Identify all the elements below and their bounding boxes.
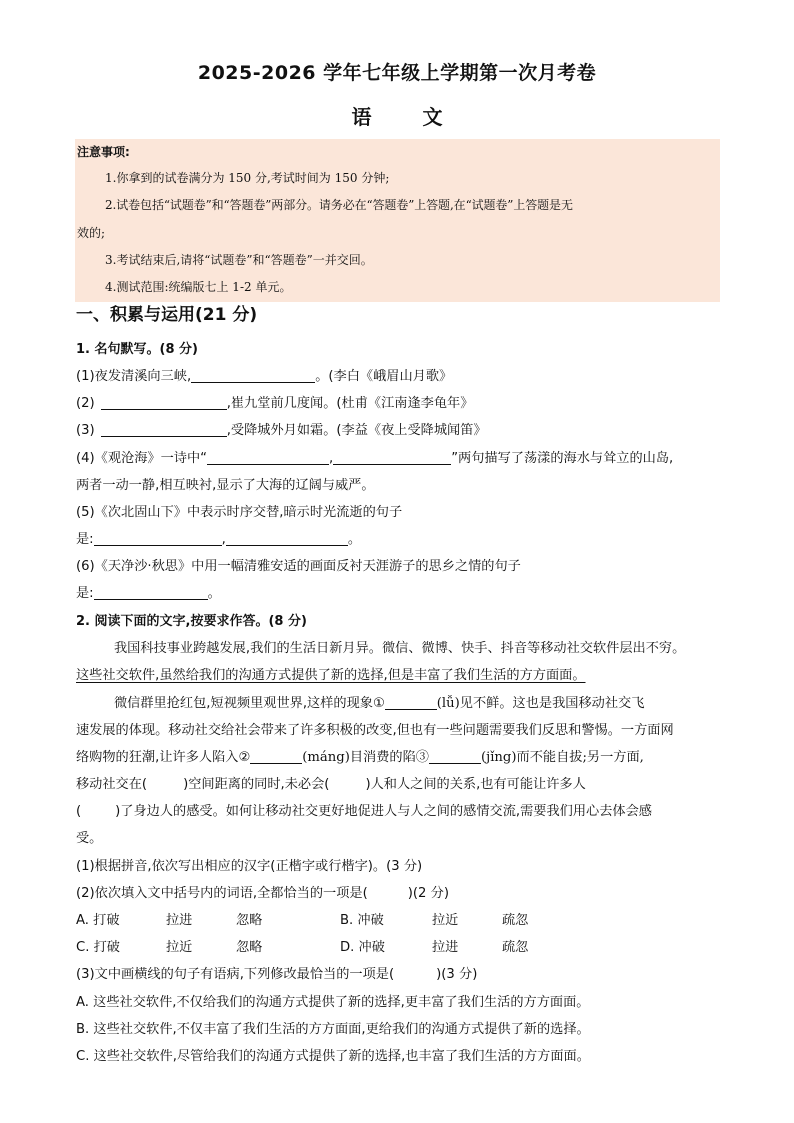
answer-option-b[interactable]: B. 这些社交软件,不仅丰富了我们生活的方方面面,更给我们的沟通方式提供了新的选择。 [76,1022,590,1037]
question-line: (1)夜发清溪向三峡, 。(李白《峨眉山月歌》 [76,369,453,384]
option-d-word: 拉进 [432,940,459,955]
section-heading: 一、积累与运用(21 分) [76,305,258,325]
question-title: 1. 名句默写。(8 分) [76,342,198,357]
subject-title: 语 文 [351,105,465,129]
passage-line: 速发展的体现。移动社交给社会带来了许多积极的改变,但也有一些问题需要我们反思和警惕。一方面网 [76,723,674,738]
passage-line: 受。 [76,831,103,846]
notice-item: 2.试卷包括“试题卷”和“答题卷”两部分。请务必在“答题卷”上答题,在“试题卷”上答题是无 [105,198,573,212]
answer-blank[interactable] [207,450,329,465]
question-line: (5)《次北固山下》中表示时序交替,暗示时光流逝的句子 [76,505,403,520]
answer-option-a[interactable]: A. 这些社交软件,不仅给我们的沟通方式提供了新的选择,更丰富了我们生活的方方面面。 [76,995,590,1010]
option-b-word: 拉近 [432,913,459,928]
question-line: (3) ,受降城外月如霜。(李益《夜上受降城闻笛》 [76,423,487,438]
option-d[interactable]: D. 冲破 [340,940,385,955]
passage-line: ( )了身边人的感受。如何让移动社交更好地促进人与人之间的感情交流,需要我们用心去体会感 [76,804,652,819]
passage-line: 微信群里抢红包,短视频里观世界,这样的现象① (lǚ)见不鲜。这也是我国移动社交飞 [114,696,645,711]
notice-heading: 注意事项: [77,145,130,159]
question-line: (6)《天净沙·秋思》中用一幅清雅安适的画面反衬天涯游子的思乡之情的句子 [76,559,521,574]
sub-question: (2)依次填入文中括号内的词语,全都恰当的一项是( )(2 分) [76,886,449,901]
answer-blank[interactable] [385,695,437,710]
notice-item: 效的; [77,226,106,240]
answer-blank[interactable] [191,368,315,383]
answer-option-c[interactable]: C. 这些社交软件,尽管给我们的沟通方式提供了新的选择,也丰富了我们生活的方方面面。 [76,1049,590,1064]
question-line: (2) ,崔九堂前几度闻。(杜甫《江南逢李龟年》 [76,396,474,411]
exam-title: 2025-2026 学年七年级上学期第一次月考卷 [197,62,597,84]
question-line: 是: 。 [76,586,221,601]
question-title: 2. 阅读下面的文字,按要求作答。(8 分) [76,614,307,629]
option-a[interactable]: A. 打破 [76,913,120,928]
notice-box [75,139,720,302]
sub-question: (3)文中画横线的句子有语病,下列修改最恰当的一项是( )(3 分) [76,967,478,982]
passage-line: 我国科技事业跨越发展,我们的生活日新月异。微信、微博、快手、抖音等移动社交软件层出不穷。 [114,641,686,656]
answer-blank[interactable] [101,395,227,410]
answer-blank[interactable] [250,749,302,764]
option-a-word: 拉进 [166,913,193,928]
answer-blank[interactable] [94,585,208,600]
question-line: (4)《观沧海》一诗中“ , ”两句描写了荡漾的海水与耸立的山岛, [76,451,674,466]
option-c[interactable]: C. 打破 [76,940,120,955]
option-c-word: 忽略 [236,940,263,955]
option-b[interactable]: B. 冲破 [340,913,384,928]
notice-item: 3.考试结束后,请将“试题卷”和“答题卷”一并交回。 [105,253,373,267]
answer-blank[interactable] [429,749,481,764]
sub-question: (1)根据拼音,依次写出相应的汉字(正楷字或行楷字)。(3 分) [76,859,423,874]
option-d-word: 疏忽 [502,940,529,955]
option-a-word: 忽略 [236,913,263,928]
underlined-sentence: 这些社交软件,虽然给我们的沟通方式提供了新的选择,但是丰富了我们生活的方方面面。 [76,668,586,683]
question-line: 两者一动一静,相互映衬,显示了大海的辽阔与威严。 [76,478,375,493]
answer-blank[interactable] [333,450,451,465]
passage-line: 移动社交在( )空间距离的同时,未必会( )人和人之间的关系,也有可能让许多人 [76,777,586,792]
answer-blank[interactable] [94,531,222,546]
answer-blank[interactable] [226,531,348,546]
question-line: 是: , 。 [76,532,362,547]
notice-item: 1.你拿到的试卷满分为 150 分,考试时间为 150 分钟; [105,171,390,185]
option-b-word: 疏忽 [502,913,529,928]
option-c-word: 拉近 [166,940,193,955]
answer-blank[interactable] [101,422,227,437]
notice-item: 4.测试范围:统编版七上 1-2 单元。 [105,280,292,294]
passage-line: 络购物的狂潮,让许多人陷入② (máng)目消费的陷③ (jǐng)而不能自拔;另一方面, [76,750,644,765]
